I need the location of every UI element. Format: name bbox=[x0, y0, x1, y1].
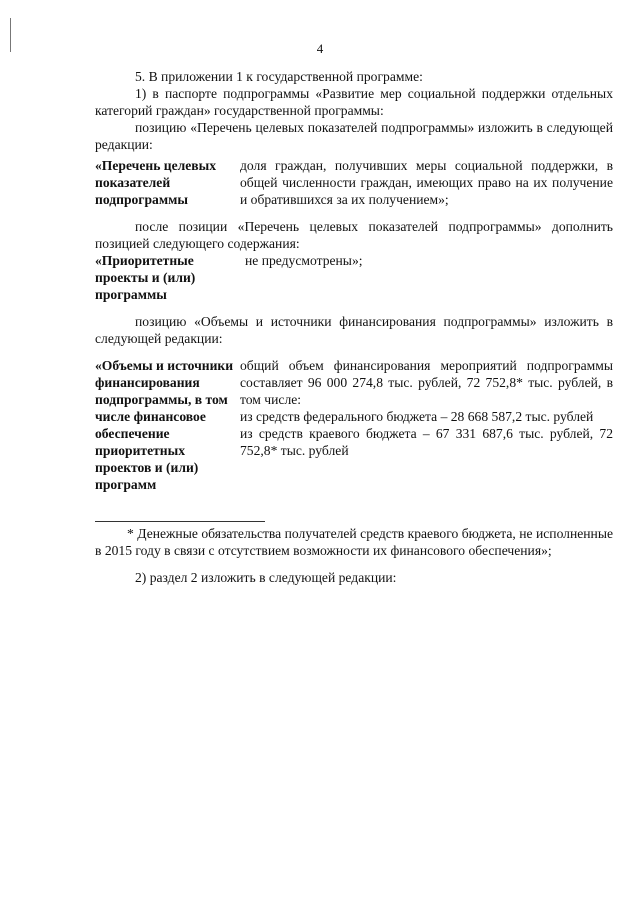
priority-projects-row bbox=[95, 252, 613, 303]
after-indicators-paragraph: после позиции «Перечень целевых показателей подпрограммы» дополнить позицией следующего содержания: bbox=[95, 219, 613, 251]
item-2-paragraph: 2) раздел 2 изложить в следующей редакции: bbox=[135, 570, 397, 585]
target-indicators-label: «Перечень целевых показателей подпрограммы bbox=[95, 158, 217, 207]
item-1-paragraph: 1) в паспорте подпрограммы «Развитие мер социальной поддержки отдельных категорий граждан» государственной программы: bbox=[95, 86, 613, 118]
funding-federal: из средств федерального бюджета – 28 668 587,2 тыс. рублей bbox=[240, 409, 594, 424]
funding-total: общий объем финансирования мероприятий подпрограммы составляет 96 000 274,8 тыс. рублей, 72 752,8* тыс. рублей, в том числе: bbox=[240, 358, 613, 407]
page-number: 4 bbox=[316, 41, 324, 56]
funding-position-paragraph: позицию «Объемы и источники финансирования подпрограммы» изложить в следующей редакции: bbox=[95, 314, 613, 346]
document-body bbox=[95, 68, 613, 586]
section-5-heading: 5. В приложении 1 к государственной программе: bbox=[135, 69, 423, 84]
funding-label: «Объемы и источники финансирования подпрограммы, в том числе финансовое обеспечение приоритетных проектов и (или) программ bbox=[95, 358, 234, 492]
funding-regional: из средств краевого бюджета – 67 331 687,6 тыс. рублей, 72 752,8* тыс. рублей bbox=[240, 426, 613, 458]
priority-projects-text: не предусмотрены»; bbox=[245, 253, 363, 268]
priority-projects-label: «Приоритетные проекты и (или) программы bbox=[95, 253, 196, 302]
footnote-divider bbox=[95, 521, 265, 522]
funding-text bbox=[240, 357, 613, 493]
target-indicators-row bbox=[95, 157, 613, 208]
footnote: * Денежные обязательства получателей средств краевого бюджета, не исполненные в 2015 году в связи с отсутствием возможности их финансового обеспечения»; bbox=[95, 526, 613, 558]
item-1-position-paragraph: позицию «Перечень целевых показателей подпрограммы» изложить в следующей редакции: bbox=[95, 120, 613, 152]
funding-row bbox=[95, 357, 613, 493]
target-indicators-text: доля граждан, получивших меры социальной поддержки, в общей численности граждан, имеющих право на их получение и обратившихся за их получением»; bbox=[240, 158, 613, 207]
